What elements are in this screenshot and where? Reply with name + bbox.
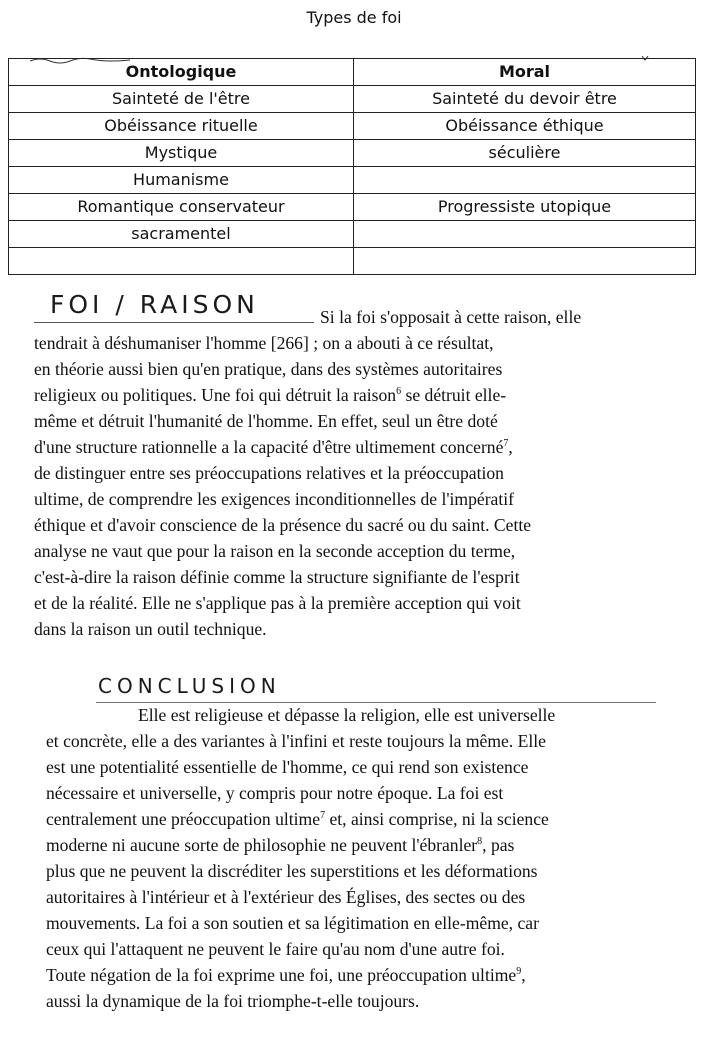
text-segment: moderne ni aucune sorte de philosophie ne peuvent l'ébranler [46,835,478,855]
text-line [46,962,666,988]
text-line: aussi la dynamique de la foi triomphe-t-elle toujours. [46,991,420,1011]
table-row [9,221,696,248]
paragraph-foi-raison [34,304,664,642]
table-cell: Mystique [9,140,354,167]
text-line: en théorie aussi bien qu'en pratique, dans des systèmes autoritaires [34,359,503,379]
text-segment: centralement une préoccupation ultime [46,809,321,829]
text-line [46,832,666,858]
paragraph-conclusion [46,702,666,1014]
text-segment: d'une structure rationnelle a la capacité d'être ultimement concerné [34,437,504,457]
table-row [9,167,696,194]
header-moral: Moral [354,59,696,86]
text-line: autoritaires à l'intérieur et à l'extérieur des Églises, des sectes ou des [46,887,526,907]
text-line: et de la réalité. Elle ne s'applique pas à la première acception qui voit [34,593,521,613]
text-segment: Toute négation de la foi exprime une foi, une préoccupation ultime [46,965,517,985]
text-segment: , pas [482,835,515,855]
handwritten-foi-raison: FOI / RAISON [50,290,259,319]
faith-types-table [8,58,696,275]
header-ontologique: Ontologique [9,59,354,86]
text-line: analyse ne vaut que pour la raison en la seconde acception du terme, [34,541,516,561]
table-cell [354,167,696,194]
text-line: tendrait à déshumaniser l'homme [266] ; on a abouti à ce résultat, [34,333,494,353]
table-row [9,86,696,113]
text-segment: se détruit elle- [401,385,507,405]
text-segment: , [521,965,526,985]
text-line: de distinguer entre ses préoccupations relatives et la préoccupation [34,463,504,483]
text-line: c'est-à-dire la raison définie comme la structure signifiante de l'esprit [34,567,520,587]
text-line [46,806,666,832]
text-segment: , [508,437,513,457]
table-row [9,113,696,140]
table-row [9,248,696,275]
table-row [9,194,696,221]
table-cell: Progressiste utopique [354,194,696,221]
table-cell: Sainteté du devoir être [354,86,696,113]
text-line: dans la raison un outil technique. [34,619,267,639]
text-line: Elle est religieuse et dépasse la religion, elle est universelle [138,705,556,725]
footnote-ref: 8 [477,836,483,848]
text-line: est une potentialité essentielle de l'homme, ce qui rend son existence [46,757,529,777]
text-line: et concrète, elle a des variantes à l'infini et reste toujours la même. Elle [46,731,546,751]
table-cell: Obéissance rituelle [9,113,354,140]
footnote-ref: 6 [396,386,402,398]
table-row [9,140,696,167]
table-cell [354,248,696,275]
table-cell [9,248,354,275]
footnote-ref: 9 [516,966,522,978]
footnote-ref: 7 [320,810,326,822]
page-title: Types de foi [306,8,402,27]
text-line: même et détruit l'humanité de l'homme. En effet, seul un être doté [34,411,498,431]
table-header-row [9,59,696,86]
table-cell: Humanisme [9,167,354,194]
text-line: ultime, de comprendre les exigences inconditionnelles de l'impératif [34,489,514,509]
text-line: mouvements. La foi a son soutien et sa légitimation en elle-même, car [46,913,539,933]
text-line: Si la foi s'opposait à cette raison, elle [320,307,582,327]
text-segment: religieux ou politiques. Une foi qui détruit la raison [34,385,397,405]
text-line [34,434,664,460]
table-cell: Obéissance éthique [354,113,696,140]
table-cell: Romantique conservateur [9,194,354,221]
footnote-ref: 7 [503,438,509,450]
table-cell: séculière [354,140,696,167]
table-cell [354,221,696,248]
text-line [34,382,664,408]
text-segment: et, ainsi comprise, ni la science [325,809,549,829]
handwritten-conclusion: CONCLUSION [98,674,281,698]
text-line: plus que ne peuvent la discréditer les superstitions et les déformations [46,861,538,881]
table-cell: sacramentel [9,221,354,248]
text-line: éthique et d'avoir conscience de la présence du sacré ou du saint. Cette [34,515,532,535]
text-line: ceux qui l'attaquent ne peuvent le faire qu'au nom d'une autre foi. [46,939,505,959]
table-cell: Sainteté de l'être [9,86,354,113]
text-line: nécessaire et universelle, y compris pour notre époque. La foi est [46,783,504,803]
